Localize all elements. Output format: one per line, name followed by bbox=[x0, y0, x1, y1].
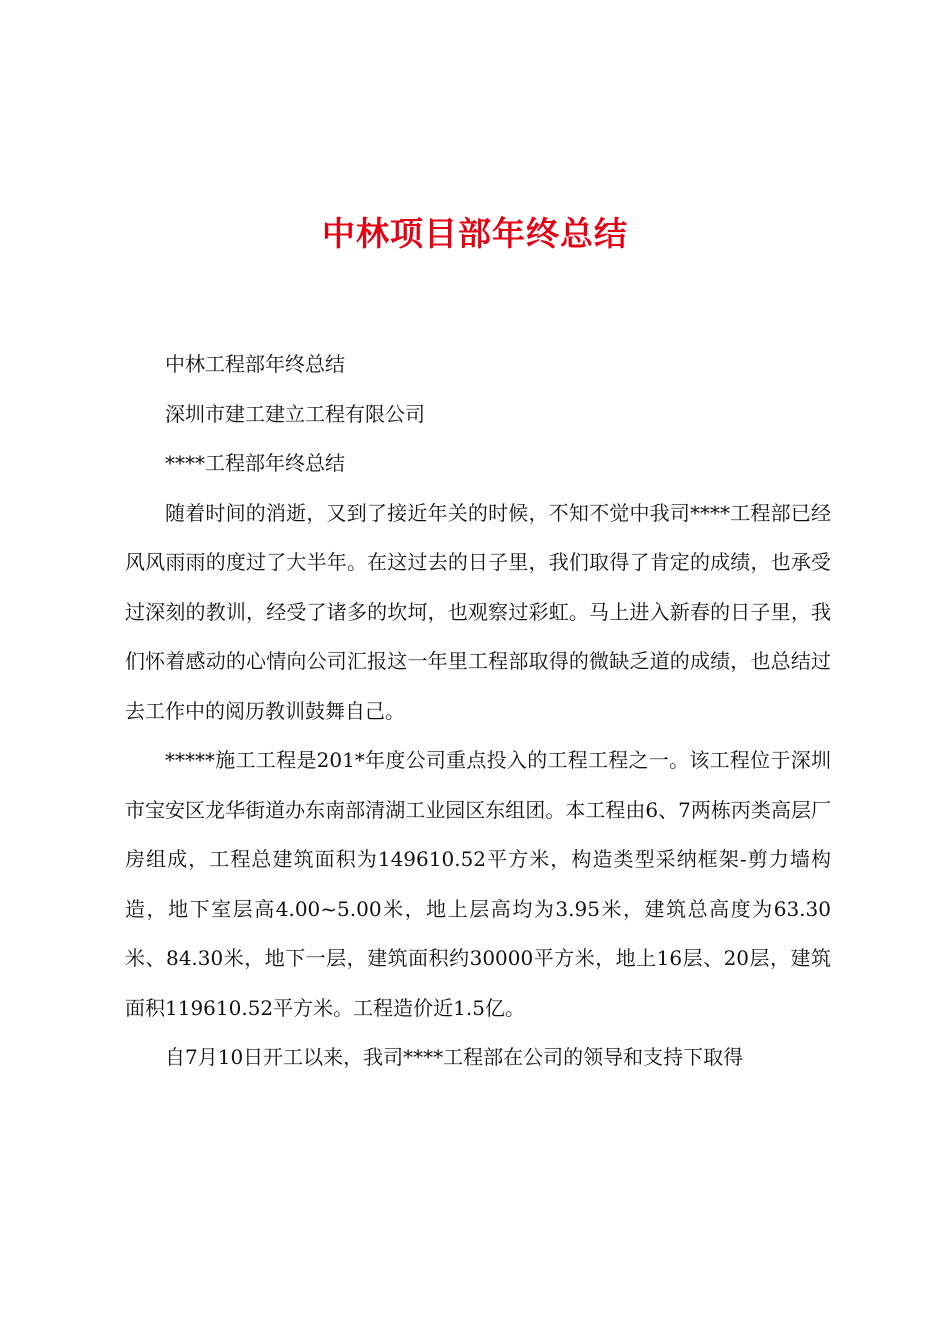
paragraph-heading-1: 中林工程部年终总结 bbox=[165, 352, 345, 376]
paragraph-company: 深圳市建工建立工程有限公司 bbox=[165, 401, 425, 426]
paragraph-progress: 自7月10日开工以来，我司****工程部在公司的领导和支持下取得 bbox=[165, 1045, 744, 1069]
document-body bbox=[125, 340, 831, 1083]
paragraph-heading-2: ****工程部年终总结 bbox=[165, 451, 345, 475]
paragraph-intro: 随着时间的消逝，又到了接近年关的时候，不知不觉中我司****工程部已经风风雨雨的度过了大半年。在这过去的日子里，我们取得了肯定的成绩，也承受过深刻的教训，经受了诸多的坎坷，也观察过彩虹。马上进入新春的日子里，我们怀着感动的心情向公司汇报这一年里工程部取得的微缺乏道的成绩，也总结过去工作中的阅历教训鼓舞自己。 bbox=[125, 500, 831, 723]
paragraph-project-overview: *****施工工程是201*年度公司重点投入的工程工程之一。该工程位于深圳市宝安区龙华街道办东南部清湖工业园区东组团。本工程由6、7两栋丙类高层厂房组成，工程总建筑面积为149610.52平方米，构造类型采纳框架-剪力墙构造，地下室层高4.00~5.00米，地上层高均为3.95米，建筑总高度为63.30米、84.30米，地下一层，建筑面积约30000平方米，地上16层、20层，建筑面积119610.52平方米。工程造价近1.5亿。 bbox=[125, 748, 831, 1020]
document-title: 中林项目部年终总结 bbox=[322, 214, 628, 253]
